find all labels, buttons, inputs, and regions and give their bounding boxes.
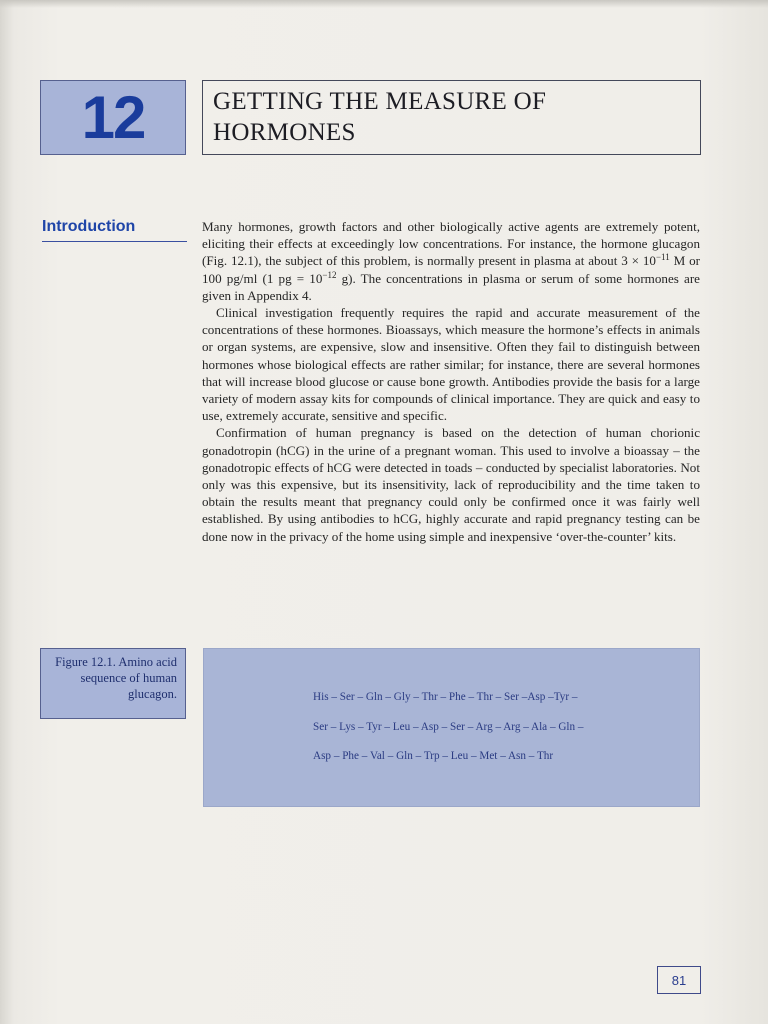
paragraph-1-part-c: g). The concentrations in plasma or serum of some hormones are given in Appendix 4. bbox=[202, 270, 700, 303]
paragraph-2: Clinical investigation frequently requires the rapid and accurate measurement of the concentrations of these hormones. Bioassays, which measure the hormone’s effects in animals or organ systems, are expensive, slow and insensitive. Often they fail to distinguish between hormones whose biological effects are rather similar; for instance, there are several hormones that will increase blood glucose or cause bone growth. Antibodies provide the basis for a large variety of modern assay kits for compounds of clinical importance. They are quick and easy to use, extremely accurate, sensitive and specific. bbox=[202, 305, 700, 424]
paragraph-1-part-b: M or 100 pg/ml (1 pg = 10 bbox=[202, 253, 700, 286]
figure-caption-text: Amino acid sequence of human glucagon. bbox=[80, 655, 177, 701]
chapter-title-box bbox=[202, 80, 701, 155]
exponent-2: −12 bbox=[322, 269, 337, 280]
paragraph-3: Confirmation of human pregnancy is based on the detection of human chorionic gonadotropin (hCG) in the urine of a pregnant woman. This used to involve a bioassay – the gonadotropic effects of hCG were detected in toads – conducted by specialist laboratories. Not only was this expensive, but its insensitivity, lack of reproducibility and the time taken to obtain the results meant that pregnancy could only be confirmed once it was fairly well established. By using antibodies to hCG, highly accurate and rapid pregnancy testing can be done now in the privacy of the home using simple and inexpensive ‘over-the-counter’ kits. bbox=[202, 425, 700, 544]
page-number: 81 bbox=[657, 966, 701, 994]
figure-sequence-panel bbox=[203, 648, 700, 807]
chapter-title-line-1: GETTING THE MEASURE OF bbox=[213, 88, 547, 115]
page-edge-shadow bbox=[0, 0, 768, 8]
chapter-number-box bbox=[40, 80, 186, 155]
figure-caption bbox=[40, 648, 186, 719]
chapter-title-line-2: HORMONES bbox=[213, 119, 356, 146]
exponent-1: −11 bbox=[655, 252, 670, 263]
chapter-number: 12 bbox=[81, 83, 145, 151]
paragraph-1-part-a: Many hormones, growth factors and other biologically active agents are extremely potent, eliciting their effects at exceedingly low concentrations. For instance, the hormone glucagon (Fig. 12.1), the subject of this problem, is normally present in plasma at about 3 × 10 bbox=[202, 219, 700, 269]
sequence-line-3: Asp – Phe – Val – Gln – Trp – Leu – Met – Asn – Thr bbox=[313, 750, 554, 762]
introduction-body bbox=[202, 218, 700, 545]
paragraph-1 bbox=[202, 218, 700, 304]
sequence-line-2: Ser – Lys – Tyr – Leu – Asp – Ser – Arg – Arg – Ala – Gln – bbox=[313, 721, 584, 733]
sequence-line-1: His – Ser – Gln – Gly – Thr – Phe – Thr – Ser –Asp –Tyr – bbox=[313, 691, 578, 703]
section-heading-introduction: Introduction bbox=[42, 218, 187, 242]
figure-caption-label: Figure 12.1. bbox=[55, 655, 116, 669]
